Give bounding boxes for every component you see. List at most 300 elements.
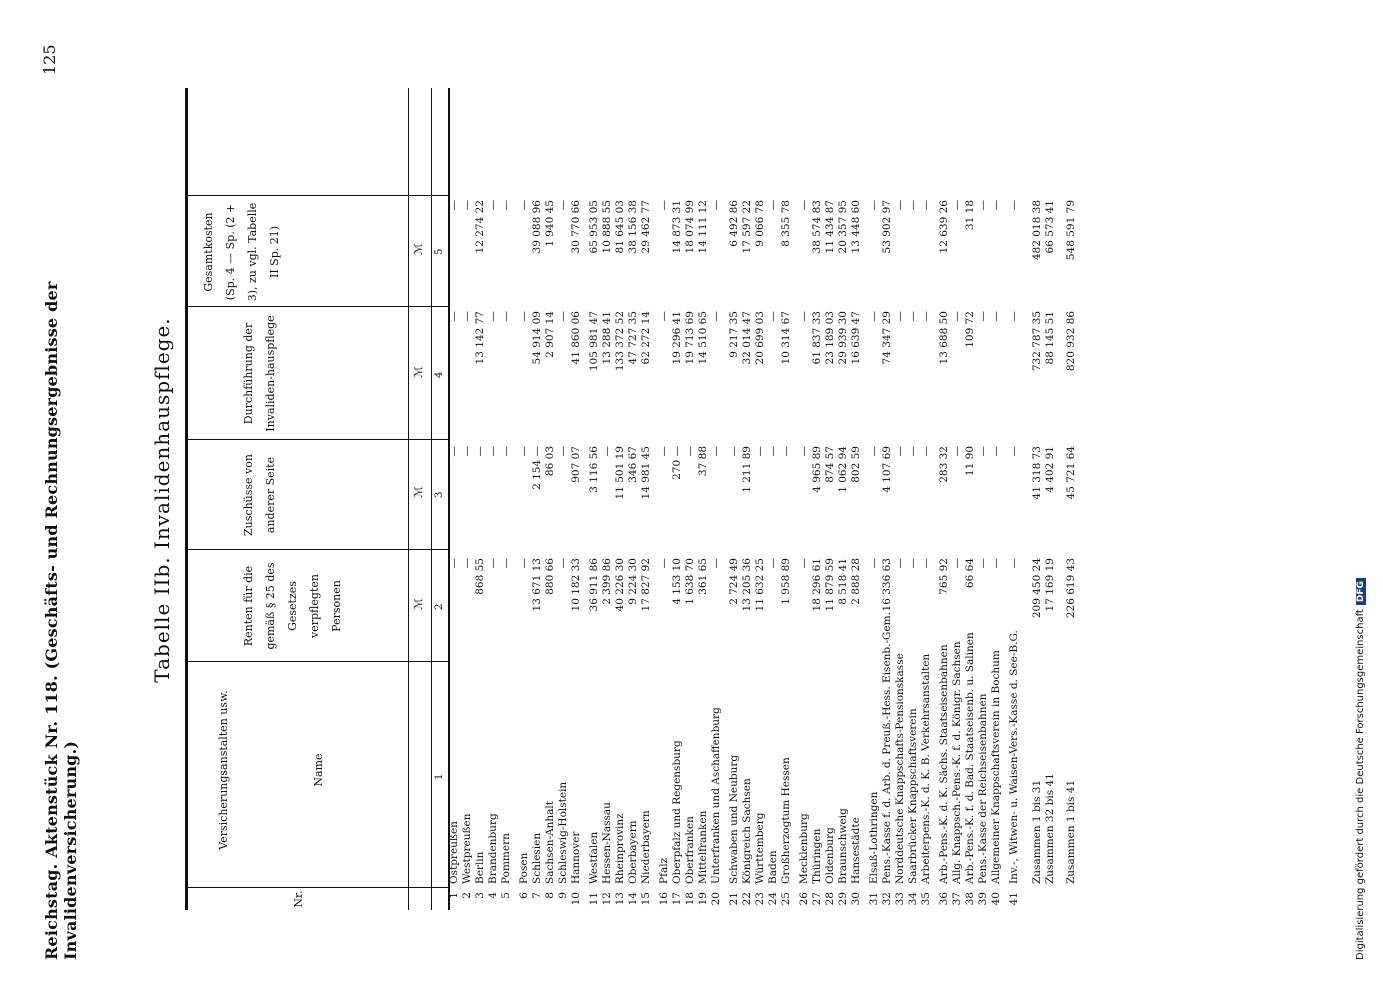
total-cell-label: Zusammen 1 bis 41 — [1065, 779, 1077, 884]
cell-c5: — — [977, 200, 989, 211]
cell-c5: 14 111 12 — [697, 200, 709, 254]
cell-name: Norddeutsche Knappschafts-Pensionskasse — [894, 653, 906, 884]
table-row — [798, 88, 811, 910]
cell-c5: 11 434 87 — [824, 200, 836, 254]
header-gesamt: Gesamtkosten (Sp. 4 — Sp. (2 + 3), zu vgl. Tabelle II Sp. 21) — [202, 202, 281, 302]
cell-c5: 12 274 22 — [474, 200, 486, 254]
unit-col5: ℳ — [412, 243, 425, 255]
cell-c4: — — [990, 311, 1002, 322]
cell-name: Großherzogtum Hessen — [780, 757, 792, 884]
cell-name: Hessen-Nassau — [601, 802, 613, 884]
cell-name: Westfalen — [588, 831, 600, 884]
cell-c2: 1 958 89 — [780, 558, 792, 605]
cell-c4: 74 347 29 — [881, 311, 893, 365]
cell-nr: 39 — [977, 892, 989, 906]
total-cell-c3: 45 721 64 — [1065, 446, 1077, 500]
cell-c5: 81 645 03 — [614, 200, 626, 254]
cell-name: Posen — [518, 852, 530, 884]
cell-c3: 11 501 19 — [614, 446, 626, 500]
cell-c4: 2 907 14 — [544, 311, 556, 358]
cell-c3: 1 211 89 — [741, 446, 753, 493]
colno-3: 3 — [434, 491, 445, 498]
cell-c4: — — [868, 311, 880, 322]
table-row — [780, 88, 793, 910]
cell-name: Mittelfranken — [697, 810, 709, 884]
cell-c5: 39 088 96 — [531, 200, 543, 254]
table-row — [557, 88, 570, 910]
header-durchfuehrung: Durchführung der Invaliden-hauspflege — [242, 315, 277, 432]
cell-c4: 47 727 35 — [627, 311, 639, 365]
cell-name: Thüringen — [811, 828, 823, 884]
cell-c5: 29 462 77 — [640, 200, 652, 254]
cell-c3: 4 107 69 — [881, 446, 893, 493]
cell-c3: — — [518, 446, 530, 457]
cell-nr: 30 — [850, 892, 862, 906]
cell-c5: — — [798, 200, 810, 211]
cell-name: Berlin — [474, 851, 486, 884]
cell-c2: 10 182 33 — [570, 558, 582, 612]
table-row — [850, 88, 863, 910]
footer-credit — [1355, 578, 1366, 960]
cell-name: Inv.-, Witwen- u. Waisen-Vers.-Kasse d. See-B.G. — [1008, 630, 1020, 884]
table-row — [977, 88, 990, 910]
table-row — [868, 88, 881, 910]
table-row — [570, 88, 583, 910]
cell-c3: 874 57 — [824, 446, 836, 483]
cell-c3: — — [1008, 446, 1020, 457]
cell-c3: — — [448, 446, 460, 457]
cell-c5: — — [920, 200, 932, 211]
cell-c4: — — [448, 311, 460, 322]
total-row — [1031, 88, 1044, 910]
cell-c4: — — [977, 311, 989, 322]
cell-c4: — — [500, 311, 512, 322]
table-row — [938, 88, 951, 910]
cell-c4: — — [518, 311, 530, 322]
cell-c4: 61 837 33 — [811, 311, 823, 365]
cell-c2: — — [658, 558, 670, 569]
cell-c4: 19 713 69 — [684, 311, 696, 365]
cell-c3: 907 07 — [570, 446, 582, 483]
table-row — [920, 88, 933, 910]
cell-c2: — — [710, 558, 722, 569]
cell-nr: 11 — [588, 892, 600, 906]
cell-c2: — — [461, 558, 473, 569]
cell-nr: 31 — [868, 892, 880, 906]
cell-c3: 11 90 — [964, 446, 976, 477]
cell-c3: — — [907, 446, 919, 457]
cell-name: Westpreußen — [461, 813, 473, 884]
cell-c3: — — [658, 446, 670, 457]
cell-c5: 30 770 66 — [570, 200, 582, 254]
cell-name: Pens.-Kasse der Reichseisenbahnen — [977, 693, 989, 884]
cell-nr: 28 — [824, 892, 836, 906]
cell-c3: — — [500, 446, 512, 457]
cell-c4: — — [951, 311, 963, 322]
unit-col2: ℳ — [412, 598, 425, 610]
cell-c2: — — [868, 558, 880, 569]
cell-c2: 1 638 70 — [684, 558, 696, 605]
cell-c5: — — [868, 200, 880, 211]
cell-c5: — — [710, 200, 722, 211]
cell-c4: — — [1008, 311, 1020, 322]
cell-c2: — — [448, 558, 460, 569]
cell-name: Schwaben und Neuburg — [728, 754, 740, 884]
cell-c4: 105 981 47 — [588, 311, 600, 372]
total-cell-c3: 4 402 91 — [1044, 446, 1056, 493]
cell-nr: 35 — [920, 892, 932, 906]
total-cell-c4: 820 932 86 — [1065, 311, 1077, 372]
cell-nr: 22 — [741, 892, 753, 906]
cell-name: Oberfranken — [684, 816, 696, 884]
cell-name: Schleswig-Holstein — [557, 781, 569, 884]
cell-c4: 62 272 14 — [640, 311, 652, 365]
column-divider — [188, 887, 448, 888]
cell-nr: 7 — [531, 892, 543, 899]
cell-c2: 16 336 63 — [881, 558, 893, 612]
table-row — [627, 88, 640, 910]
column-divider — [188, 306, 448, 307]
cell-nr: 40 — [990, 892, 1002, 906]
cell-c5: 13 448 60 — [850, 200, 862, 254]
table-row — [697, 88, 710, 910]
cell-c5: — — [951, 200, 963, 211]
cell-c2: 868 55 — [474, 558, 486, 595]
cell-c2: — — [907, 558, 919, 569]
cell-c5: — — [518, 200, 530, 211]
cell-c3: — — [710, 446, 722, 457]
cell-name: Oberpfalz und Regensburg — [671, 740, 683, 884]
cell-c2: 18 296 61 — [811, 558, 823, 612]
cell-name: Ostpreußen — [448, 821, 460, 884]
cell-c3: — — [798, 446, 810, 457]
cell-c5: 14 873 31 — [671, 200, 683, 254]
cell-c3: — — [951, 446, 963, 457]
total-cell-c2: 209 450 24 — [1031, 558, 1043, 619]
cell-nr: 26 — [798, 892, 810, 906]
table-row — [588, 88, 601, 910]
total-row — [1044, 88, 1057, 910]
cell-nr: 4 — [487, 892, 499, 899]
table-row — [500, 88, 513, 910]
table-row — [837, 88, 850, 910]
page-number: 125 — [40, 44, 59, 75]
cell-c3: — — [474, 446, 486, 457]
table-row — [448, 88, 461, 910]
cell-nr: 2 — [461, 892, 473, 899]
table-row — [684, 88, 697, 910]
cell-c5: 17 597 22 — [741, 200, 753, 254]
cell-c5: — — [767, 200, 779, 211]
header-renten: Renten für die gemäß § 25 des Gesetzes verpflegten Personen — [242, 562, 343, 650]
cell-c4: 32 014 47 — [741, 311, 753, 365]
cell-name: Schlesien — [531, 832, 543, 884]
cell-name: Königreich Sachsen — [741, 778, 753, 884]
total-cell-c5: 482 018 38 — [1031, 200, 1043, 261]
column-divider — [188, 439, 448, 440]
cell-c2: 13 671 13 — [531, 558, 543, 612]
cell-nr: 17 — [671, 892, 683, 906]
cell-c4: 23 189 03 — [824, 311, 836, 365]
cell-name: Hannover — [570, 831, 582, 884]
table-row — [907, 88, 920, 910]
cell-nr: 16 — [658, 892, 670, 906]
total-cell-c4: 732 787 35 — [1031, 311, 1043, 372]
cell-name: Braunschweig — [837, 808, 849, 884]
table-row — [728, 88, 741, 910]
cell-c3: 283 32 — [938, 446, 950, 483]
cell-nr: 34 — [907, 892, 919, 906]
cell-c2: — — [557, 558, 569, 569]
total-cell-c4: 88 145 51 — [1044, 311, 1056, 365]
cell-c2: 36 911 86 — [588, 558, 600, 612]
table-row — [518, 88, 531, 910]
cell-c4: 14 510 65 — [697, 311, 709, 365]
cell-c4: 9 217 35 — [728, 311, 740, 358]
cell-c2: 17 827 92 — [640, 558, 652, 612]
credit-text: Digitalisierung gefördert durch die Deutsche Forschungsgemeinschaft — [1355, 609, 1366, 960]
cell-c2: 765 92 — [938, 558, 950, 595]
cell-nr: 6 — [518, 892, 530, 899]
cell-name: Baden — [767, 850, 779, 884]
cell-nr: 8 — [544, 892, 556, 899]
cell-c4: 13 142 77 — [474, 311, 486, 365]
cell-nr: 15 — [640, 892, 652, 906]
table-header — [185, 88, 450, 910]
cell-c2: — — [1008, 558, 1020, 569]
unit-col3: ℳ — [412, 486, 425, 498]
cell-name: Arb.-Pens.-K. f. d. Bad. Staatseisenb. u. Salinen — [964, 632, 976, 884]
cell-c3: — — [767, 446, 779, 457]
cell-name: Allg. Knappsch.-Pens.-K. f. d. Königr. Sachsen — [951, 641, 963, 884]
cell-c5: — — [907, 200, 919, 211]
cell-name: Sachsen-Anhalt — [544, 801, 556, 884]
cell-c2: — — [990, 558, 1002, 569]
cell-c2: 4 153 10 — [671, 558, 683, 605]
cell-c2: — — [894, 558, 906, 569]
cell-c5: 31 18 — [964, 200, 976, 231]
cell-c4: 29 939 30 — [837, 311, 849, 365]
cell-name: Arbeiterpens.-K. d. K. B. Verkehrsanstalten — [920, 653, 932, 884]
cell-c2: — — [920, 558, 932, 569]
cell-c3: 802 59 — [850, 446, 862, 483]
cell-c5: — — [500, 200, 512, 211]
table-row — [710, 88, 723, 910]
colno-1: 1 — [434, 773, 445, 780]
cell-c4: 16 639 47 — [850, 311, 862, 365]
cell-c5: 38 156 38 — [627, 200, 639, 254]
table-row — [894, 88, 907, 910]
cell-name: Pfalz — [658, 857, 670, 884]
cell-nr: 24 — [767, 892, 779, 906]
table-row — [461, 88, 474, 910]
cell-name: Unterfranken und Aschaffenburg — [710, 707, 722, 884]
cell-nr: 19 — [697, 892, 709, 906]
cell-name: Pommern — [500, 833, 512, 884]
cell-c4: — — [920, 311, 932, 322]
total-cell-c5: 548 591 79 — [1065, 200, 1077, 261]
table-row — [474, 88, 487, 910]
cell-c4: — — [894, 311, 906, 322]
table-row — [754, 88, 767, 910]
header-rule — [408, 88, 409, 910]
cell-name: Mecklenburg — [798, 813, 810, 884]
cell-c4: 13 288 41 — [601, 311, 613, 365]
cell-c2: 66 64 — [964, 558, 976, 589]
cell-c4: 54 914 09 — [531, 311, 543, 365]
column-divider — [188, 661, 448, 662]
total-cell-c2: 226 619 43 — [1065, 558, 1077, 619]
cell-nr: 27 — [811, 892, 823, 906]
cell-c3: — — [894, 446, 906, 457]
cell-nr: 14 — [627, 892, 639, 906]
table-row — [811, 88, 824, 910]
cell-c5: — — [461, 200, 473, 211]
cell-nr: 23 — [754, 892, 766, 906]
cell-c3: — — [461, 446, 473, 457]
total-cell-c2: 17 169 19 — [1044, 558, 1056, 612]
cell-c2: 880 66 — [544, 558, 556, 595]
table-row — [1008, 88, 1021, 910]
cell-name: Elsaß-Lothringen — [868, 791, 880, 884]
cell-nr: 36 — [938, 892, 950, 906]
header-nr: Nr. — [292, 890, 305, 908]
column-divider — [188, 549, 448, 550]
cell-c3: 86 03 — [544, 446, 556, 477]
cell-c4: — — [798, 311, 810, 322]
cell-c4: — — [907, 311, 919, 322]
cell-name: Rheinprovinz — [614, 813, 626, 884]
cell-name: Pens.-Kasse f. d. Arb. d. Preuß.-Hess. Eisenb.-Gem. — [881, 612, 893, 884]
cell-c4: 19 296 41 — [671, 311, 683, 365]
total-cell-c3: 41 318 73 — [1031, 446, 1043, 500]
cell-c2: 361 65 — [697, 558, 709, 595]
table-row — [544, 88, 557, 910]
cell-nr: 21 — [728, 892, 740, 906]
cell-c2: — — [518, 558, 530, 569]
cell-c5: — — [557, 200, 569, 211]
cell-c2: 2 888 28 — [850, 558, 862, 605]
table-row — [487, 88, 500, 910]
cell-name: Arb.-Pens.-K. d. K. Sächs. Staatseisenbahnen — [938, 644, 950, 884]
cell-c3: — — [728, 446, 740, 457]
cell-name: Niederbayern — [640, 810, 652, 884]
cell-c3: 37 88 — [697, 446, 709, 477]
total-cell-label: Zusammen 32 bis 41 — [1044, 773, 1056, 884]
running-title: Reichstag. Aktenstück Nr. 118. (Geschäfts- und Rechnungsergebnisse der Invalidenversicherung.) — [42, 281, 80, 960]
cell-c5: 6 492 86 — [728, 200, 740, 247]
cell-c3: — — [868, 446, 880, 457]
cell-c4: 109 72 — [964, 311, 976, 348]
cell-nr: 10 — [570, 892, 582, 906]
cell-nr: 25 — [780, 892, 792, 906]
cell-nr: 20 — [710, 892, 722, 906]
cell-c3: — — [780, 446, 792, 457]
cell-c3: 3 116 56 — [588, 446, 600, 493]
header-rule — [431, 88, 432, 910]
cell-c4: — — [767, 311, 779, 322]
total-cell-label: Zusammen 1 bis 31 — [1031, 779, 1043, 884]
cell-nr: 5 — [500, 892, 512, 899]
cell-c4: — — [710, 311, 722, 322]
total-row — [1065, 88, 1078, 910]
table-row — [824, 88, 837, 910]
table-row — [531, 88, 544, 910]
cell-name: Oberbayern — [627, 820, 639, 884]
cell-nr: 9 — [557, 892, 569, 899]
cell-c2: — — [500, 558, 512, 569]
cell-nr: 1 — [448, 892, 460, 899]
table-row — [741, 88, 754, 910]
cell-c2: — — [487, 558, 499, 569]
cell-c3: — — [684, 446, 696, 457]
cell-c4: 133 372 52 — [614, 311, 626, 372]
cell-c3: 4 965 89 — [811, 446, 823, 493]
cell-c4: — — [461, 311, 473, 322]
cell-c2: — — [798, 558, 810, 569]
cell-c2: — — [977, 558, 989, 569]
cell-c5: — — [990, 200, 1002, 211]
cell-c5: 8 355 78 — [780, 200, 792, 247]
header-name: Name — [312, 753, 325, 787]
cell-c2: — — [767, 558, 779, 569]
cell-c4: — — [557, 311, 569, 322]
cell-nr: 29 — [837, 892, 849, 906]
cell-c3: — — [754, 446, 766, 457]
cell-nr: 37 — [951, 892, 963, 906]
cell-c3: — — [977, 446, 989, 457]
cell-c3: — — [487, 446, 499, 457]
cell-c4: — — [658, 311, 670, 322]
cell-c3: — — [557, 446, 569, 457]
cell-nr: 33 — [894, 892, 906, 906]
cell-c5: 10 888 55 — [601, 200, 613, 254]
cell-nr: 12 — [601, 892, 613, 906]
cell-c5: — — [448, 200, 460, 211]
cell-c3: 1 062 94 — [837, 446, 849, 493]
header-zuschuesse: Zuschüsse von anderer Seite — [242, 454, 277, 536]
cell-c5: — — [658, 200, 670, 211]
header-group: Versicherungsanstalten usw. — [217, 690, 230, 850]
table-row — [658, 88, 671, 910]
cell-c2: 8 518 41 — [837, 558, 849, 605]
cell-c2: — — [951, 558, 963, 569]
cell-c2: 9 224 30 — [627, 558, 639, 605]
cell-c2: 2 399 86 — [601, 558, 613, 605]
colno-2: 2 — [434, 603, 445, 610]
cell-nr: 32 — [881, 892, 893, 906]
cell-c5: 12 639 26 — [938, 200, 950, 254]
cell-c5: — — [487, 200, 499, 211]
cell-c5: 53 902 97 — [881, 200, 893, 254]
cell-c4: — — [487, 311, 499, 322]
cell-c4: 20 699 03 — [754, 311, 766, 365]
cell-c3: 2 154 — — [531, 446, 543, 490]
cell-c3: — — [990, 446, 1002, 457]
cell-name: Allgemeiner Knappschaftsverein in Bochum — [990, 650, 1002, 884]
table-row — [990, 88, 1003, 910]
cell-c4: 41 860 06 — [570, 311, 582, 365]
cell-name: Oldenburg — [824, 827, 836, 884]
cell-c5: — — [1008, 200, 1020, 211]
cell-c5: 9 066 78 — [754, 200, 766, 247]
cell-c4: 10 314 67 — [780, 311, 792, 365]
table-title: Tabelle IIb. Invalidenhauspflege. — [150, 317, 174, 683]
table-row — [614, 88, 627, 910]
cell-c4: 13 688 50 — [938, 311, 950, 365]
table-row — [881, 88, 894, 910]
cell-c5: 20 357 95 — [837, 200, 849, 254]
